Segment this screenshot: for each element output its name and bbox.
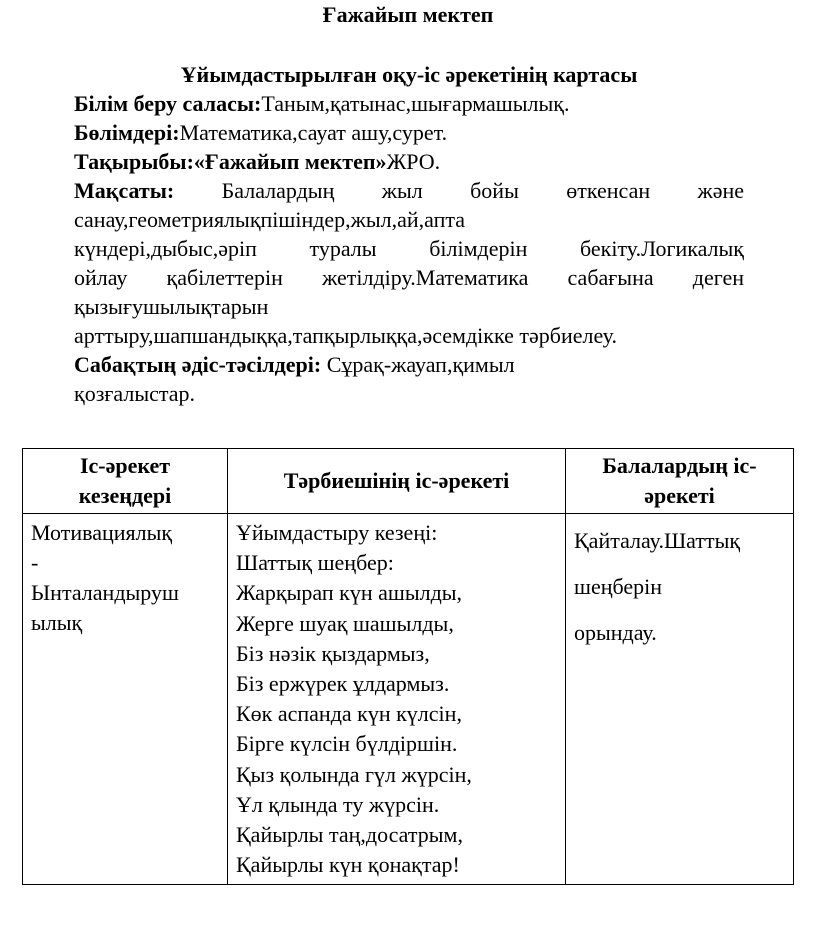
stage-cell bbox=[23, 514, 228, 885]
header-stages-line: Іс-әрекет bbox=[79, 453, 171, 478]
goal-line-4: ойлау қабілеттерін жетілдіру.Математика сабағына деген bbox=[74, 265, 744, 290]
header-stages bbox=[23, 449, 228, 514]
stage-line: Мотивациялық bbox=[31, 520, 173, 545]
teacher-line: Қайырлы таң,досатрым, bbox=[236, 822, 463, 848]
education-field-value: Таным,қатынас,шығармашылық. bbox=[261, 91, 570, 116]
methods-label: Сабақтың әдіс-тәсілдері: bbox=[74, 352, 322, 377]
education-field-label: Білім беру саласы: bbox=[74, 91, 262, 116]
stage-line: - bbox=[31, 550, 39, 575]
goal-line-6: арттыру,шапшандыққа,тапқырлыққа,әсемдікке тәрбиелеу. bbox=[74, 323, 617, 348]
topic-label: Тақырыбы: bbox=[74, 149, 194, 174]
table-row bbox=[23, 514, 794, 885]
children-line: орындау. bbox=[574, 620, 657, 645]
topic-tail: ЖРО. bbox=[386, 149, 441, 174]
stage-line: ылық bbox=[31, 610, 83, 635]
sections-value: Математика,сауат ашу,сурет. bbox=[179, 120, 448, 145]
header-stages-line: кезеңдері bbox=[78, 483, 172, 508]
teacher-line: Ұл қлында ту жүрсін. bbox=[236, 791, 440, 817]
topic-name: «Ғажайып мектеп» bbox=[193, 149, 387, 174]
teacher-line: Ұйымдастыру кезеңі: bbox=[236, 520, 438, 545]
activity-table bbox=[22, 448, 794, 885]
teacher-line: Шаттық шеңбер: bbox=[236, 550, 394, 576]
goal-text: Балалардың жыл бойы өткенсан және bbox=[221, 178, 745, 203]
goal-line-5: қызығушылықтарын bbox=[74, 294, 269, 319]
teacher-line: Қыз қолында гүл жүрсін, bbox=[236, 761, 472, 787]
children-line: Қайталау.Шаттық bbox=[574, 528, 741, 553]
education-field bbox=[74, 89, 744, 118]
header-children-line: әрекеті bbox=[644, 483, 715, 508]
methods-line-2: қозғалыстар. bbox=[74, 381, 196, 406]
teacher-activity-cell bbox=[228, 514, 566, 885]
goal-line-3: күндері,дыбыс,әріп туралы білімдерін бекіту.Логикалық bbox=[74, 236, 744, 261]
sections-label: Бөлімдері: bbox=[74, 120, 180, 145]
goal-line-1 bbox=[74, 176, 744, 205]
teacher-line: Жерге шуақ шашылды, bbox=[236, 610, 454, 636]
teacher-line: Көк аспанда күн күлсін, bbox=[236, 701, 462, 727]
lesson-info bbox=[74, 60, 744, 408]
goal-label: Мақсаты: bbox=[74, 178, 175, 203]
children-activity-cell bbox=[566, 514, 794, 885]
page-title: Ғажайып мектеп bbox=[322, 2, 494, 27]
teacher-line: Біз нәзік қыздармыз, bbox=[236, 640, 430, 666]
header-children bbox=[566, 449, 794, 514]
topic bbox=[74, 147, 744, 176]
teacher-line: Жарқырап күн ашылды, bbox=[236, 580, 463, 606]
methods-text: Сұрақ-жауап,қимыл bbox=[326, 352, 515, 377]
teacher-line: Қайырлы күн қонақтар! bbox=[236, 852, 460, 878]
teacher-line: Біз ержүрек ұлдармыз. bbox=[236, 671, 450, 697]
header-teacher bbox=[228, 449, 566, 514]
header-teacher-line: Тәрбиешінің іс-әрекеті bbox=[283, 468, 510, 493]
header-children-line: Балалардың іс- bbox=[602, 453, 757, 478]
children-line: шеңберін bbox=[574, 574, 663, 599]
stage-line: Ынталандыруш bbox=[31, 580, 179, 605]
subtitle: Ұйымдастырылған оқу-іс әрекетінің картасы bbox=[180, 62, 638, 87]
methods bbox=[74, 350, 744, 379]
goal-line-2: санау,геометриялықпішіндер,жыл,ай,апта bbox=[74, 207, 466, 232]
sections bbox=[74, 118, 744, 147]
table-header-row bbox=[23, 449, 794, 514]
teacher-line: Бірге күлсін бүлдіршін. bbox=[236, 731, 458, 757]
